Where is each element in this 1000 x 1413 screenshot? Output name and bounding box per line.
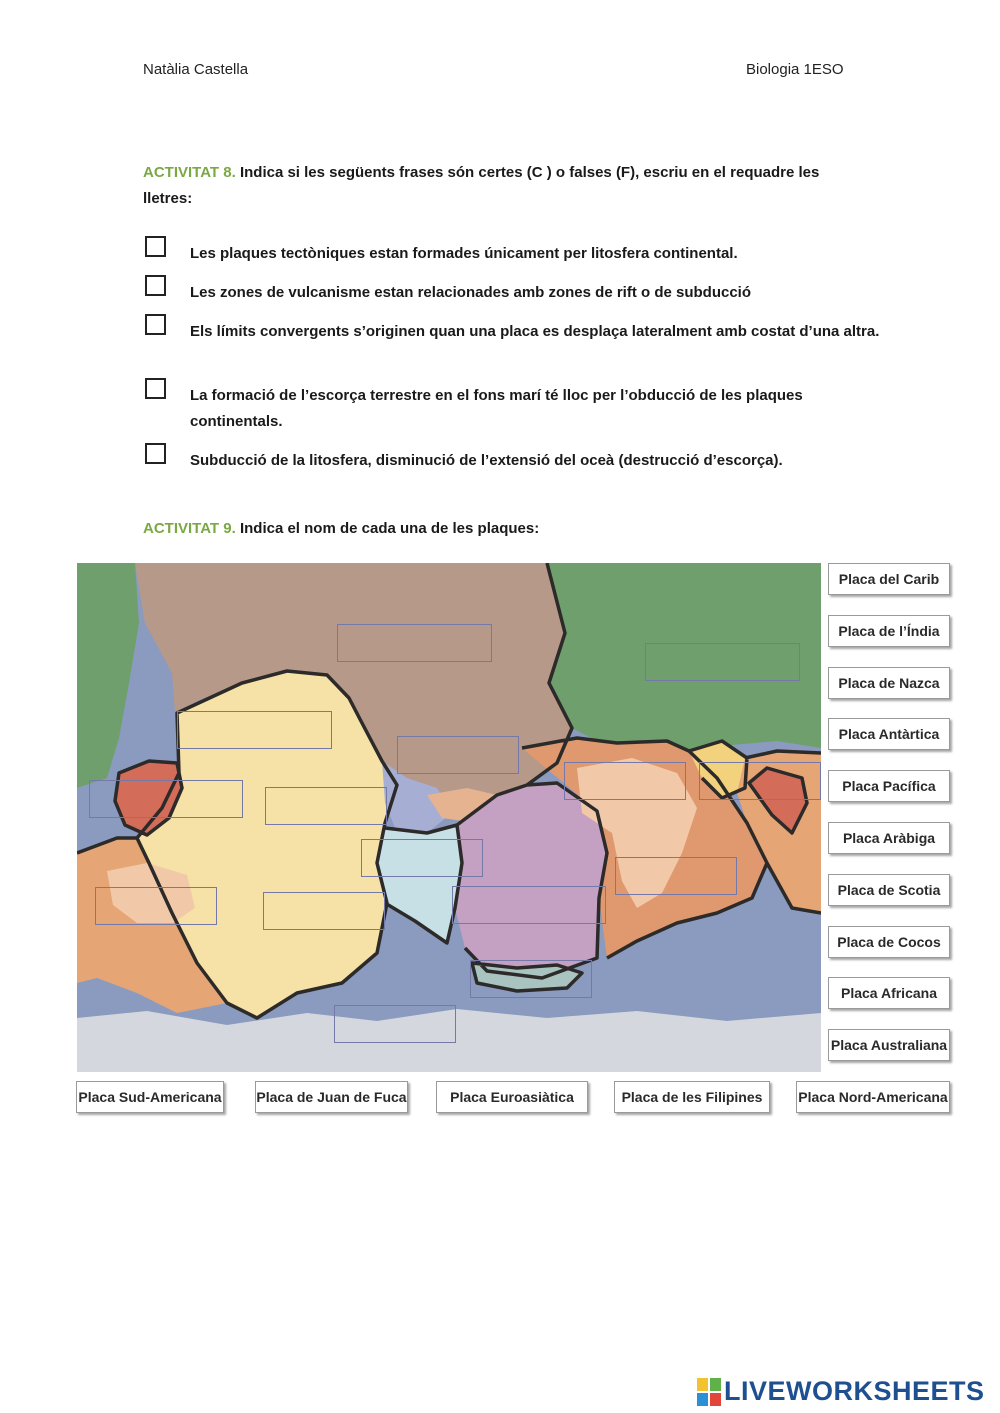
plate-label-juan-de-fuca[interactable]: Placa de Juan de Fuca (255, 1081, 408, 1113)
author-name: Natàlia Castella (143, 61, 249, 78)
statement-text: Els límits convergents s’originen quan una placa es desplaça lateralment amb costat d’una altra. (190, 323, 880, 340)
answer-drop-zone[interactable] (397, 736, 519, 774)
answer-drop-zone[interactable] (265, 787, 387, 825)
answer-checkbox[interactable] (145, 378, 166, 399)
answer-drop-zone[interactable] (470, 960, 592, 998)
answer-drop-zone[interactable] (645, 643, 800, 681)
activity9-heading (143, 516, 539, 542)
answer-checkbox[interactable] (145, 314, 166, 335)
statement-text: Subducció de la litosfera, disminució de l’extensió del oceà (destrucció d’escorça). (190, 452, 783, 469)
plate-label-south-american[interactable]: Placa Sud-Americana (76, 1081, 224, 1113)
plate-label-pacific[interactable]: Placa Pacífica (828, 770, 950, 802)
activity8-instruction: Indica si les següents frases són certes (C ) o falses (F), escriu en el requadre les lletres: (143, 164, 820, 207)
plate-label-india[interactable]: Placa de l’Índia (828, 615, 950, 647)
activity9-instruction: Indica el nom de cada una de les plaques: (239, 520, 540, 537)
plate-label-caribbean[interactable]: Placa del Carib (828, 563, 950, 595)
answer-drop-zone[interactable] (452, 886, 606, 924)
plate-label-eurasian[interactable]: Placa Euroasiàtica (436, 1081, 588, 1113)
statement-text: La formació de l’escorça terrestre en el fons marí té lloc per l’obducció de les plaques continentals. (190, 387, 803, 430)
plate-label-antarctic[interactable]: Placa Antàrtica (828, 718, 950, 750)
answer-drop-zone[interactable] (89, 780, 243, 818)
liveworksheets-logo (697, 1376, 985, 1407)
answer-drop-zone[interactable] (95, 887, 217, 925)
plate-label-north-american[interactable]: Placa Nord-Americana (796, 1081, 950, 1113)
answer-drop-zone[interactable] (615, 857, 737, 895)
subject-name: Biologia 1ESO (746, 61, 844, 78)
plate-label-african[interactable]: Placa Africana (828, 977, 950, 1009)
answer-drop-zone[interactable] (564, 762, 686, 800)
answer-drop-zone[interactable] (699, 762, 821, 800)
answer-drop-zone[interactable] (334, 1005, 456, 1043)
logo-icon (697, 1378, 721, 1406)
statement-text: Les plaques tectòniques estan formades únicament per litosfera continental. (190, 245, 738, 262)
tectonic-plates-map (77, 563, 821, 1072)
answer-checkbox[interactable] (145, 443, 166, 464)
plate-label-philippine[interactable]: Placa de les Filipines (614, 1081, 770, 1113)
answer-drop-zone[interactable] (361, 839, 483, 877)
plate-label-australian[interactable]: Placa Australiana (828, 1029, 950, 1061)
plate-label-nazca[interactable]: Placa de Nazca (828, 667, 950, 699)
plate-label-scotia[interactable]: Placa de Scotia (828, 874, 950, 906)
activity8-label: ACTIVITAT 8. (143, 164, 236, 181)
answer-drop-zone[interactable] (263, 892, 385, 930)
activity9-label: ACTIVITAT 9. (143, 520, 236, 537)
answer-drop-zone[interactable] (337, 624, 492, 662)
plate-label-cocos[interactable]: Placa de Cocos (828, 926, 950, 958)
answer-checkbox[interactable] (145, 275, 166, 296)
statement-text: Les zones de vulcanisme estan relacionades amb zones de rift o de subducció (190, 284, 752, 301)
activity8-heading (143, 160, 863, 212)
plate-label-arabian[interactable]: Placa Aràbiga (828, 822, 950, 854)
answer-checkbox[interactable] (145, 236, 166, 257)
logo-text: LIVEWORKSHEETS (724, 1376, 985, 1406)
answer-drop-zone[interactable] (177, 711, 332, 749)
